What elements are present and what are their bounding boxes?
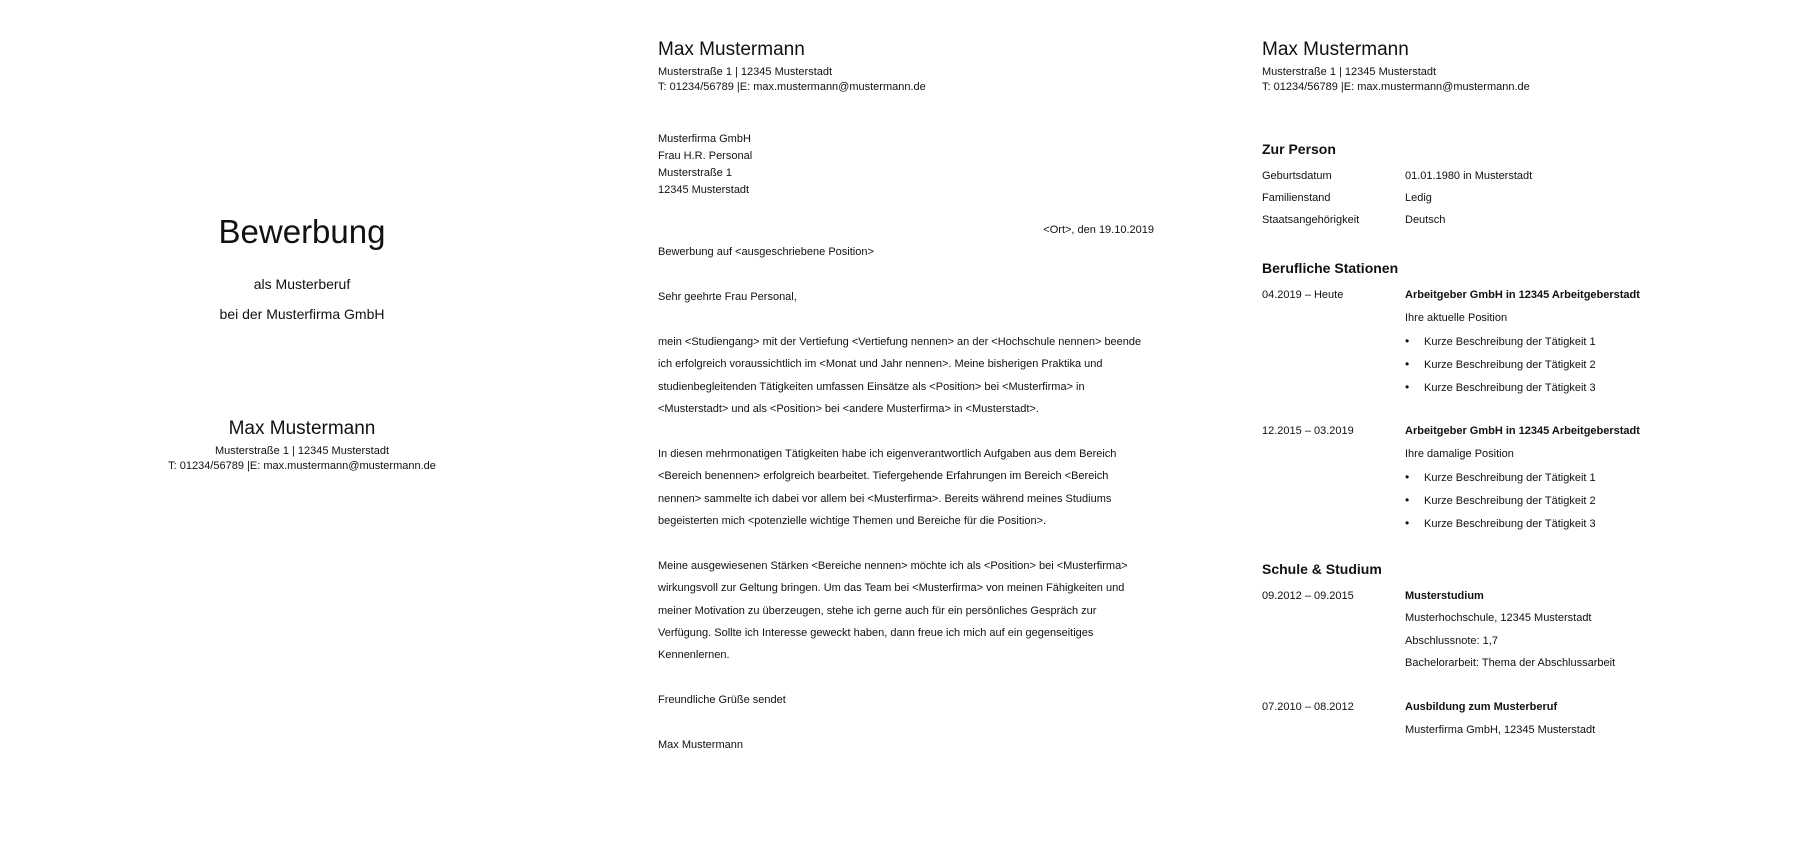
education-detail: Abschlussnote: 1,7 [1405, 635, 1498, 647]
bullet-icon: • [1405, 470, 1410, 484]
paragraph-line: <Musterstadt> und als <Position> bei <andere Musterfirma> in <Musterstadt>. [658, 402, 1039, 415]
cv-name: Max Mustermann [1262, 39, 1409, 60]
paragraph-line: mein <Studiengang> mit der Vertiefung <Vertiefung nennen> an der <Hochschule nennen> beende [658, 336, 1142, 348]
paragraph-line: Kennenlernen. [658, 649, 730, 662]
education-period: 07.2010 – 08.2012 [1262, 701, 1354, 713]
paragraph-line: <Bereich benennen> erfolgreich bearbeitet. Tiefergehende Erfahrungen im Bereich <Bereich [658, 470, 1109, 483]
paragraph-line: meiner Motivation zu überzeugen, stehe ich gerne auch für ein persönliches Gespräch zur [658, 604, 1097, 617]
job-employer: Arbeitgeber GmbH in 12345 Arbeitgeberstadt [1405, 289, 1640, 301]
recipient-line: 12345 Musterstadt [658, 184, 750, 196]
person-value: 01.01.1980 in Musterstadt [1405, 170, 1533, 182]
letter-subject: Bewerbung auf <ausgeschriebene Position> [658, 246, 874, 258]
cover-page [0, 0, 604, 848]
letter-signature: Max Mustermann [658, 739, 743, 751]
recipient-line: Musterfirma GmbH [658, 133, 751, 145]
letter-sender-contact: T: 01234/56789 |E: max.mustermann@mustermann.de [658, 81, 926, 93]
bullet-icon: • [1405, 380, 1410, 394]
letter-paragraph [658, 331, 1154, 420]
job-position: Ihre damalige Position [1405, 448, 1514, 460]
person-label: Geburtsdatum [1262, 170, 1332, 182]
section-heading-jobs: Berufliche Stationen [1262, 260, 1399, 276]
person-value: Deutsch [1405, 214, 1446, 226]
section-heading-education: Schule & Studium [1262, 561, 1382, 577]
recipient-line: Musterstraße 1 [658, 167, 732, 179]
education-title: Musterstudium [1405, 590, 1484, 602]
person-label: Familienstand [1262, 192, 1331, 204]
cv-address: Musterstraße 1 | 12345 Musterstadt [1262, 66, 1437, 78]
paragraph-line: studienbegleitenden Tätigkeiten umfassen Einsätze als <Position> bei <Musterfirma> in [658, 380, 1085, 393]
job-task-item [1405, 515, 1596, 532]
paragraph-line: nennen> sammelte ich dabei vor allem bei <Musterfirma>. Bereits während meines Studiums [658, 492, 1112, 505]
letter-sender-name: Max Mustermann [658, 39, 805, 60]
education-detail: Musterhochschule, 12345 Musterstadt [1405, 612, 1592, 624]
paragraph-line: wirkungsvoll zur Geltung bringen. Um das Team bei <Musterfirma> von meinen Fähigkeiten und [658, 582, 1125, 595]
cover-applicant-address: Musterstraße 1 | 12345 Musterstadt [214, 445, 390, 457]
job-task-item [1405, 469, 1596, 486]
recipient-line: Frau H.R. Personal [658, 150, 753, 162]
bullet-icon: • [1405, 493, 1410, 507]
job-task-text: Kurze Beschreibung der Tätigkeit 1 [1424, 336, 1596, 348]
education-detail: Bachelorarbeit: Thema der Abschlussarbeit [1405, 657, 1616, 669]
letter-paragraph [658, 555, 1154, 666]
job-period: 04.2019 – Heute [1262, 289, 1344, 301]
cover-title: Bewerbung [218, 213, 386, 250]
paragraph-line: ich erfolgreich voraussichtlich im <Monat und Jahr nennen>. Meine bisherigen Praktika und [658, 358, 1103, 371]
job-task-text: Kurze Beschreibung der Tätigkeit 3 [1424, 518, 1596, 530]
job-task-item [1405, 492, 1596, 509]
cv-page [1262, 0, 1762, 848]
letter-paragraph [658, 443, 1154, 532]
letter-date: <Ort>, den 19.10.2019 [1043, 224, 1154, 236]
paragraph-line: begeisterten mich <potenzielle wichtige Themen und Bereiche für die Position>. [658, 514, 1047, 527]
job-task-text: Kurze Beschreibung der Tätigkeit 2 [1424, 495, 1596, 507]
cover-applicant-name: Max Mustermann [228, 418, 376, 439]
bullet-icon: • [1405, 357, 1410, 371]
job-employer: Arbeitgeber GmbH in 12345 Arbeitgeberstadt [1405, 425, 1640, 437]
job-task-text: Kurze Beschreibung der Tätigkeit 2 [1424, 359, 1596, 371]
education-title: Ausbildung zum Musterberuf [1405, 701, 1558, 713]
letter-closing: Freundliche Grüße sendet [658, 694, 786, 706]
cv-contact: T: 01234/56789 |E: max.mustermann@mustermann.de [1262, 81, 1530, 93]
cover-subtitle-company: bei der Musterfirma GmbH [219, 306, 385, 322]
job-task-item [1405, 333, 1596, 350]
cover-letter-page [658, 0, 1154, 848]
job-period: 12.2015 – 03.2019 [1262, 425, 1354, 437]
letter-recipient-block [658, 131, 752, 199]
cover-subtitle-profession: als Musterberuf [253, 276, 351, 292]
section-heading-person: Zur Person [1262, 141, 1336, 157]
education-detail: Musterfirma GmbH, 12345 Musterstadt [1405, 724, 1596, 736]
letter-sender-address: Musterstraße 1 | 12345 Musterstadt [658, 66, 833, 78]
person-label: Staatsangehörigkeit [1262, 214, 1360, 226]
education-period: 09.2012 – 09.2015 [1262, 590, 1354, 602]
bullet-icon: • [1405, 334, 1410, 348]
job-position: Ihre aktuelle Position [1405, 312, 1508, 324]
job-task-text: Kurze Beschreibung der Tätigkeit 1 [1424, 472, 1596, 484]
job-task-item [1405, 379, 1596, 396]
job-task-text: Kurze Beschreibung der Tätigkeit 3 [1424, 382, 1596, 394]
letter-salutation: Sehr geehrte Frau Personal, [658, 291, 797, 303]
paragraph-line: Meine ausgewiesenen Stärken <Bereiche nennen> möchte ich als <Position> bei <Musterfirma> [658, 560, 1128, 572]
cover-applicant-contact: T: 01234/56789 |E: max.mustermann@mustermann.de [168, 460, 436, 472]
job-task-item [1405, 356, 1596, 373]
paragraph-line: In diesen mehrmonatigen Tätigkeiten habe ich eigenverantwortlich Aufgaben aus dem Bereich [658, 448, 1117, 460]
person-value: Ledig [1405, 192, 1432, 204]
bullet-icon: • [1405, 516, 1410, 530]
paragraph-line: Verfügung. Sollte ich Interesse geweckt haben, dann freue ich mich auf ein gegenseitiges [658, 626, 1094, 639]
